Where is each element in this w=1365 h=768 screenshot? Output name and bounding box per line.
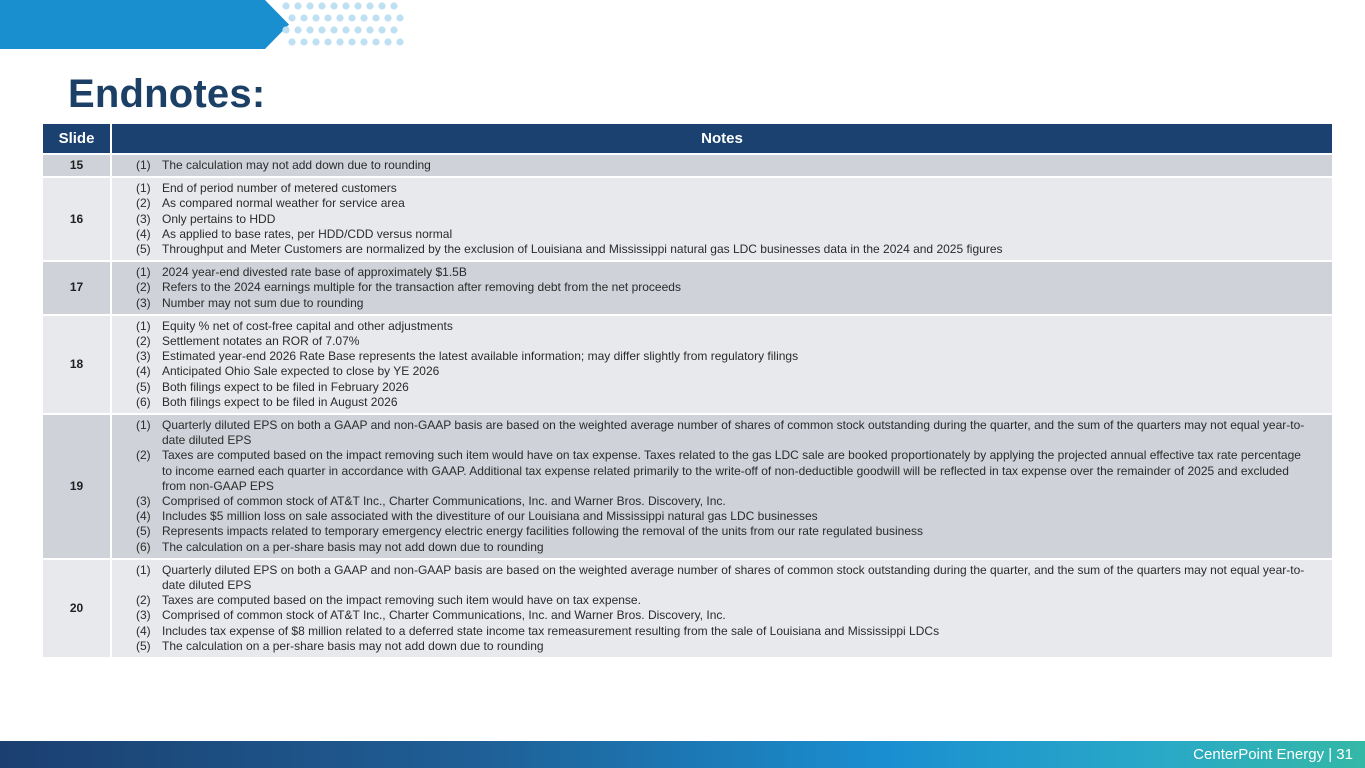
decorative-dot — [312, 14, 319, 21]
note-item — [136, 509, 1312, 524]
decorative-dot — [330, 26, 337, 33]
decorative-dot — [336, 14, 343, 21]
note-item — [136, 280, 1312, 295]
footer-bar — [0, 741, 1365, 768]
note-number: (3) — [136, 349, 151, 364]
note-text: The calculation on a per-share basis may not add down due to rounding — [162, 638, 544, 653]
slide-number: 20 — [43, 559, 111, 657]
decorative-dot — [318, 2, 325, 9]
decorative-dot — [294, 2, 301, 9]
notes-cell — [111, 414, 1332, 559]
note-item — [136, 212, 1312, 227]
note-text: Both filings expect to be filed in February 2026 — [162, 379, 409, 394]
decorative-dot — [294, 26, 301, 33]
note-number: (5) — [136, 524, 151, 539]
note-text: As applied to base rates, per HDD/CDD versus normal — [162, 226, 453, 241]
decorative-dot — [330, 2, 337, 9]
note-list — [136, 319, 1312, 410]
decorative-dot — [342, 2, 349, 9]
note-text: Number may not sum due to rounding — [162, 295, 364, 310]
decorative-dot — [324, 38, 331, 45]
decorative-dot — [372, 14, 379, 21]
decorative-dot — [390, 2, 397, 9]
note-text: Quarterly diluted EPS on both a GAAP and non-GAAP basis are based on the weighted average number of shares of common stock outstanding during the quarter, and the sum of the quarters may not equal year-to-date diluted EPS — [162, 562, 1305, 593]
note-number: (4) — [136, 226, 151, 241]
slide-number: 16 — [43, 177, 111, 261]
slide-number: 18 — [43, 315, 111, 414]
note-item — [136, 418, 1312, 448]
note-number: (1) — [136, 418, 151, 433]
note-item — [136, 196, 1312, 211]
note-number: (4) — [136, 509, 151, 524]
note-item — [136, 624, 1312, 639]
note-text: Equity % net of cost-free capital and other adjustments — [162, 318, 453, 333]
notes-cell — [111, 261, 1332, 315]
note-item — [136, 639, 1312, 654]
page-title: Endnotes: — [68, 72, 266, 116]
table-row — [43, 315, 1332, 414]
table-row — [43, 177, 1332, 261]
note-item — [136, 448, 1312, 494]
note-number: (2) — [136, 196, 151, 211]
decorative-dot — [378, 2, 385, 9]
table-header-row — [43, 124, 1332, 154]
decorative-dot — [282, 2, 289, 9]
decorative-dot — [288, 38, 295, 45]
note-item — [136, 380, 1312, 395]
header-banner-arrow — [0, 0, 290, 49]
note-list — [136, 265, 1312, 311]
note-item — [136, 395, 1312, 410]
decorative-dot — [318, 26, 325, 33]
decorative-dot — [288, 14, 295, 21]
decorative-dot — [384, 14, 391, 21]
decorative-dot — [366, 26, 373, 33]
table-row — [43, 559, 1332, 657]
note-number: (1) — [136, 158, 151, 172]
note-item — [136, 540, 1312, 555]
decorative-dot — [348, 38, 355, 45]
note-text: 2024 year-end divested rate base of approximately $1.5B — [162, 265, 467, 280]
decorative-dot — [366, 2, 373, 9]
note-text: The calculation on a per-share basis may not add down due to rounding — [162, 539, 544, 554]
note-item — [136, 158, 1312, 173]
decorative-dot — [390, 26, 397, 33]
note-text: Anticipated Ohio Sale expected to close by YE 2026 — [162, 364, 440, 379]
note-text: Throughput and Meter Customers are normalized by the exclusion of Louisiana and Mississippi natural gas LDC businesses data in the 2024 and 2025 figures — [162, 242, 1003, 257]
decorative-dot — [378, 26, 385, 33]
note-item — [136, 524, 1312, 539]
note-number: (3) — [136, 295, 151, 310]
note-text: Quarterly diluted EPS on both a GAAP and non-GAAP basis are based on the weighted average number of shares of common stock outstanding during the quarter, and the sum of the quarters may not equal year-to-date diluted EPS — [162, 418, 1305, 448]
note-number: (5) — [136, 379, 151, 394]
note-list — [136, 418, 1312, 555]
note-list — [136, 158, 1312, 173]
note-number: (1) — [136, 318, 151, 333]
decorative-dot — [396, 38, 403, 45]
note-item — [136, 349, 1312, 364]
note-text: End of period number of metered customers — [162, 181, 397, 196]
slide-number: 17 — [43, 261, 111, 315]
note-item — [136, 608, 1312, 623]
decorative-dot — [300, 14, 307, 21]
note-text: Represents impacts related to temporary emergency electric energy facilities following the removal of the units from our rate regulated business — [162, 524, 924, 539]
note-item — [136, 494, 1312, 509]
note-item — [136, 319, 1312, 334]
decorative-dot — [306, 2, 313, 9]
table-row — [43, 261, 1332, 315]
notes-cell — [111, 177, 1332, 261]
table-row — [43, 414, 1332, 559]
note-text: Settlement notates an ROR of 7.07% — [162, 334, 360, 349]
decorative-dot — [354, 26, 361, 33]
note-list — [136, 563, 1312, 654]
slide-column-header: Slide — [43, 124, 111, 154]
note-number: (4) — [136, 364, 151, 379]
note-item — [136, 364, 1312, 379]
note-item — [136, 181, 1312, 196]
note-number: (6) — [136, 394, 151, 409]
note-number: (5) — [136, 242, 151, 257]
note-number: (2) — [136, 334, 151, 349]
decorative-dot — [282, 26, 289, 33]
table-row — [43, 154, 1332, 177]
decorative-dot — [342, 26, 349, 33]
note-text: Comprised of common stock of AT&T Inc., Charter Communications, Inc. and Warner Bros. Discovery, Inc. — [162, 608, 726, 623]
note-text: Taxes are computed based on the impact removing such item would have on tax expense. — [162, 593, 641, 608]
note-number: (5) — [136, 638, 151, 653]
note-item — [136, 265, 1312, 280]
decorative-dot — [324, 14, 331, 21]
notes-cell — [111, 154, 1332, 177]
notes-cell — [111, 559, 1332, 657]
decorative-dot-pattern — [278, 0, 408, 52]
note-text: Taxes are computed based on the impact removing such item would have on tax expense. Taxes related to the gas LDC sale are booked proportionately by applying the projected annual effective tax rate percentage to income earned each quarter in accordance with GAAP. Additional tax expense related primarily to the write-off of non-deductible goodwill will be reflected in tax expense over the remainder of 2025 and excluded from non-GAAP EPS — [162, 448, 1301, 493]
note-text: Both filings expect to be filed in August 2026 — [162, 394, 398, 409]
note-text: As compared normal weather for service area — [162, 196, 405, 211]
notes-cell — [111, 315, 1332, 414]
decorative-dot — [384, 38, 391, 45]
note-text: Includes tax expense of $8 million related to a deferred state income tax remeasurement resulting from the sale of Louisiana and Mississippi LDCs — [162, 623, 940, 638]
decorative-dot — [300, 38, 307, 45]
decorative-dot — [306, 26, 313, 33]
note-number: (3) — [136, 608, 151, 623]
slide-number: 19 — [43, 414, 111, 559]
decorative-dot — [336, 38, 343, 45]
decorative-dot — [360, 14, 367, 21]
note-item — [136, 296, 1312, 311]
decorative-dot — [360, 38, 367, 45]
decorative-dot — [396, 14, 403, 21]
note-number: (4) — [136, 623, 151, 638]
note-item — [136, 563, 1312, 593]
notes-column-header: Notes — [111, 124, 1332, 154]
note-number: (1) — [136, 181, 151, 196]
note-number: (3) — [136, 211, 151, 226]
note-number: (3) — [136, 494, 151, 509]
note-text: Includes $5 million loss on sale associated with the divestiture of our Louisiana and Mississippi natural gas LDC businesses — [162, 509, 818, 524]
decorative-dot — [372, 38, 379, 45]
note-text: Comprised of common stock of AT&T Inc., Charter Communications, Inc. and Warner Bros. Discovery, Inc. — [162, 494, 726, 509]
footer-page-label: CenterPoint Energy | 31 — [1193, 746, 1353, 763]
note-text: Estimated year-end 2026 Rate Base represents the latest available information; may differ slightly from regulatory filings — [162, 349, 799, 364]
decorative-dot — [312, 38, 319, 45]
note-number: (1) — [136, 265, 151, 280]
decorative-dot — [348, 14, 355, 21]
note-item — [136, 242, 1312, 257]
decorative-dot — [354, 2, 361, 9]
note-item — [136, 334, 1312, 349]
note-number: (1) — [136, 562, 151, 577]
note-text: The calculation may not add down due to rounding — [162, 158, 431, 172]
slide-number: 15 — [43, 154, 111, 177]
note-item — [136, 227, 1312, 242]
note-number: (6) — [136, 539, 151, 554]
note-number: (2) — [136, 280, 151, 295]
note-list — [136, 181, 1312, 257]
note-text: Only pertains to HDD — [162, 211, 276, 226]
endnotes-table — [43, 124, 1332, 657]
note-text: Refers to the 2024 earnings multiple for the transaction after removing debt from the net proceeds — [162, 280, 681, 295]
note-number: (2) — [136, 593, 151, 608]
note-item — [136, 593, 1312, 608]
note-number: (2) — [136, 448, 151, 463]
